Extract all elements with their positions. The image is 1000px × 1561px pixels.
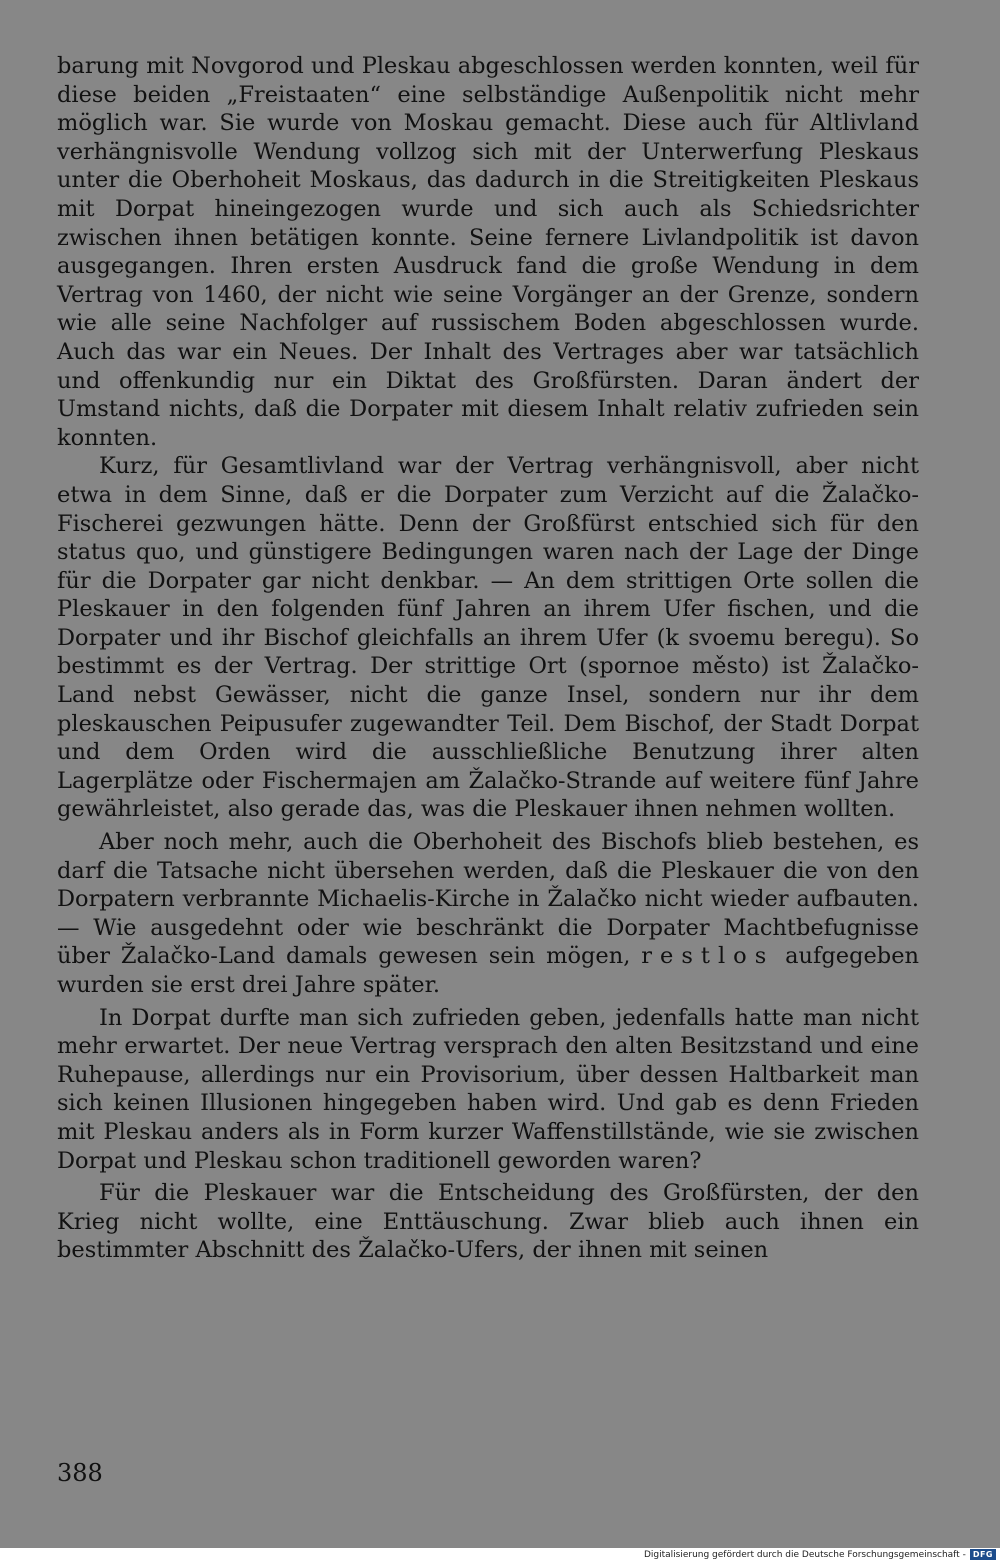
paragraph-3-text: Aber noch mehr, auch die Oberhoheit des Bischofs blieb bestehen, es darf die Tatsache nicht übersehen werden, daß die Pleskauer die von den Dorpatern verbrannte Michaelis-Kirche in Žalačko nicht wieder aufbauten. — Wie ausgedehnt oder wie beschränkt die Dorpater Machtbefugnisse über Žalačko-Land damals gewesen sein mögen, bbox=[57, 829, 919, 970]
footer-text: Digitalisierung gefördert durch die Deutsche Forschungsgemeinschaft - bbox=[643, 1549, 966, 1560]
dfg-logo-icon: DFG bbox=[970, 1549, 996, 1560]
paragraph-1: barung mit Novgorod und Pleskau abgeschlossen werden konnten, weil für diese beiden „Freistaaten“ eine selbständige Außenpolitik nicht mehr möglich war. Sie wurde von Moskau gemacht. Diese auch für Altlivland verhängnisvolle Wendung vollzog sich mit der Unterwerfung Pleskaus unter die Oberhoheit Moskaus, das dadurch in die Streitigkeiten Pleskaus mit Dorpat hineingezogen wurde und sich auch als Schiedsrichter zwischen ihnen betätigen konnte. Seine fernere Livlandpolitik ist davon ausgegangen. Ihren ersten Ausdruck fand die große Wendung in dem Vertrag von 1460, der nicht wie seine Vorgänger an der Grenze, sondern wie alle seine Nachfolger auf russischem Boden abgeschlossen wurde. Auch das war ein Neues. Der Inhalt des Vertrages aber war tatsächlich und offenkundig nur ein Diktat des Großfürsten. Daran ändert der Umstand nichts, daß die Dorpater mit diesem Inhalt relativ zufrieden sein konnten. bbox=[57, 53, 919, 451]
body-text bbox=[57, 52, 919, 1265]
page-number: 388 bbox=[57, 1459, 103, 1487]
footer-credit bbox=[644, 1549, 996, 1560]
paragraph-4: In Dorpat durfte man sich zufrieden geben, jedenfalls hatte man nicht mehr erwartet. Der neue Vertrag versprach den alten Besitzstand und eine Ruhepause, allerdings nur ein Provisorium, über dessen Haltbarkeit man sich keinen Illusionen hingegeben haben wird. Und gab es denn Frieden mit Pleskau anders als in Form kurzer Waffenstillstände, wie sie zwischen Dorpat und Pleskau schon traditionell geworden waren? bbox=[57, 1004, 919, 1174]
paragraph-3 bbox=[57, 828, 919, 1000]
paragraph-5: Für die Pleskauer war die Entscheidung des Großfürsten, der den Krieg nicht wollte, eine Enttäuschung. Zwar blieb auch ihnen ein bestimmter Abschnitt des Žalačko-Ufers, der ihnen mit seinen bbox=[57, 1180, 919, 1264]
paragraph-2: Kurz, für Gesamtlivland war der Vertrag verhängnisvoll, aber nicht etwa in dem Sinne, daß er die Dorpater zum Verzicht auf die Žalačko-Fischerei gezwungen hätte. Denn der Großfürst entschied sich für den status quo, und günstigere Bedingungen waren nach der Lage der Dinge für die Dorpater gar nicht denkbar. — An dem strittigen Orte sollen die Pleskauer in den folgenden fünf Jahren an ihrem Ufer fischen, und die Dorpater und ihr Bischof gleichfalls an ihrem Ufer (k svoemu beregu). So bestimmt es der Vertrag. Der strittige Ort (spornoe město) ist Žalačko-Land nebst Gewässer, nicht die ganze Insel, sondern nur ihr dem pleskauschen Peipusufer zugewandter Teil. Dem Bischof, der Stadt Dorpat und dem Orden wird die ausschließliche Benutzung ihrer alten Lagerplätze oder Fischermajen am Žalačko-Strande auf weitere fünf Jahre gewährleistet, also gerade das, was die Pleskauer ihnen nehmen wollten. bbox=[57, 453, 919, 823]
paragraph-3-continuation: aufgegeben wurden sie erst drei Jahre später. bbox=[57, 943, 920, 998]
spaced-emphasis: restlos bbox=[641, 943, 775, 970]
